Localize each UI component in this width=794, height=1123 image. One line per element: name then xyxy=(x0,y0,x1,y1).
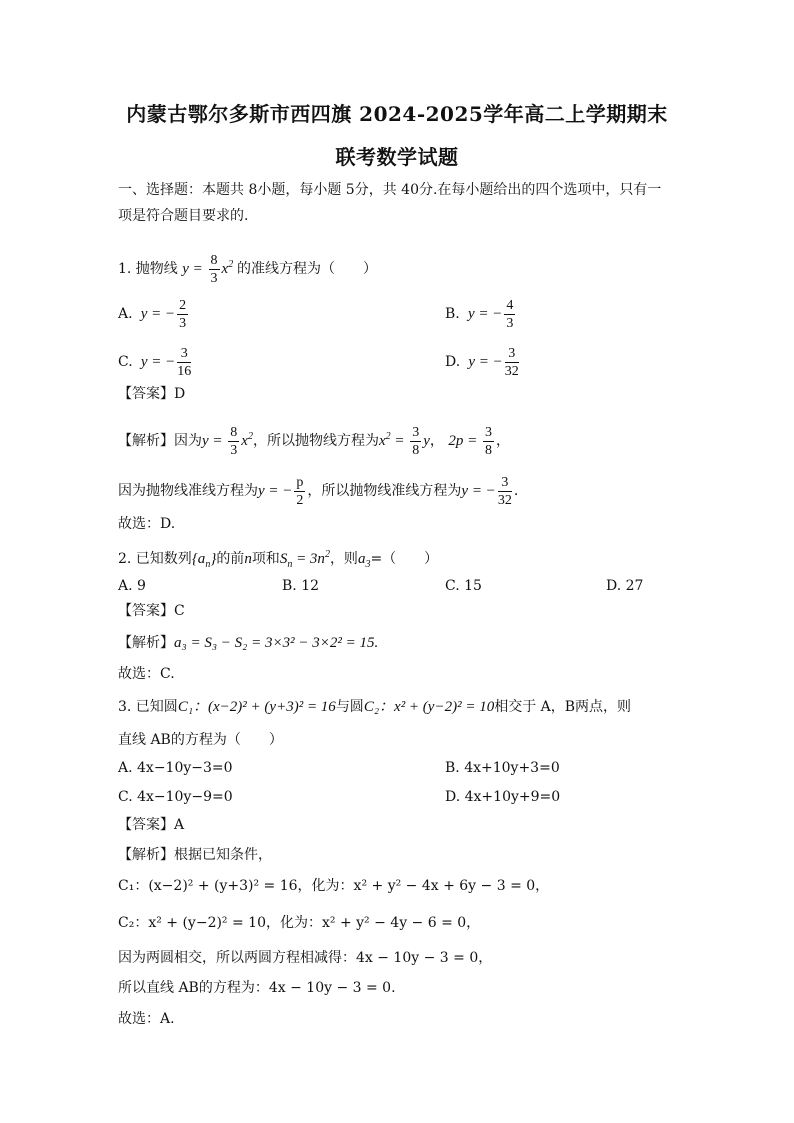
q3-stem-line1: 3. 已知圆C₁：(x−2)² + (y+3)² = 16与圆C₂：x² + (y−2)² = 10相交于 A，B两点，则 xyxy=(118,699,632,715)
q1-option-b: B. y = − $\frac{4}{3}$ xyxy=(445,298,514,331)
q2-option-b: B. 12 xyxy=(282,578,320,594)
q3-option-b: B. 4x+10y+3=0 xyxy=(445,760,560,776)
q1-conclusion: 故选：D. xyxy=(118,516,176,532)
q1-option-d-label: D. xyxy=(445,353,461,370)
q3-option-d: D. 4x+10y+9=0 xyxy=(445,789,561,805)
q1-option-b-label: B. xyxy=(445,305,460,322)
q1-option-c-label: C. xyxy=(118,353,133,370)
q1-option-a: A. y = − $\frac{2}{3}$ xyxy=(118,298,187,331)
q3-analysis-line3: C₂：x² + (y−2)² = 10，化为：x² + y² − 4y − 6 = 0， xyxy=(118,915,481,931)
q3-option-c: C. 4x−10y−9=0 xyxy=(118,789,233,805)
q2-option-a: A. 9 xyxy=(118,578,146,594)
q3-answer: 【答案】A xyxy=(118,817,185,833)
q2-option-d: D. 27 xyxy=(606,578,644,594)
q2-option-c: C. 15 xyxy=(445,578,482,594)
q1-stem-equation: y = $\frac{8}{3}$ $x^2$ xyxy=(182,253,234,286)
q2-analysis: 【解析】a₃ = S₃ − S₂ = 3×3² − 3×2² = 15. xyxy=(118,635,379,651)
q3-option-a: A. 4x−10y−3=0 xyxy=(118,760,233,776)
q2-answer: 【答案】C xyxy=(118,603,185,619)
document-title-line1: 内蒙古鄂尔多斯市西四旗 2024-2025学年高二上学期期末 xyxy=(126,102,668,126)
q1-option-d: D. y = − $\frac{3}{32}$ xyxy=(445,346,519,379)
q3-analysis-line1: 【解析】根据已知条件， xyxy=(118,847,272,863)
q3-analysis-line4: 因为两圆相交，所以两圆方程相减得：4x − 10y − 3 = 0， xyxy=(118,950,493,966)
q2-conclusion: 故选：C. xyxy=(118,666,175,682)
q3-analysis-line2: C₁：(x−2)² + (y+3)² = 16，化为：x² + y² − 4x + 6y − 3 = 0， xyxy=(118,878,550,894)
q3-analysis-line5: 所以直线 AB的方程为：4x − 10y − 3 = 0. xyxy=(118,980,396,996)
q3-stem-line2: 直线 AB的方程为（ ） xyxy=(118,732,283,748)
q1-option-a-label: A. xyxy=(118,305,133,322)
q1-stem-suffix: 的准线方程为（ ） xyxy=(236,260,377,277)
document-title-line2: 联考数学试题 xyxy=(335,145,459,169)
section-heading-line1: 一、选择题：本题共 8小题，每小题 5分，共 40分.在每小题给出的四个选项中，只有一 xyxy=(118,182,662,198)
q1-stem xyxy=(118,252,377,287)
q1-analysis-line1: 【解析】因为y = $\frac{8}{3}$ $x^2$，所以抛物线方程为$x^2$ = $\frac{3}{8}$ y， 2p = $\frac{3}{8}$ ， xyxy=(118,425,510,458)
q1-option-c: C. y = − $\frac{3}{16}$ xyxy=(118,346,192,379)
q1-answer: 【答案】D xyxy=(118,386,186,402)
q3-conclusion: 故选：A. xyxy=(118,1011,175,1027)
section-heading-line2: 项是符合题目要求的. xyxy=(118,208,249,224)
q1-stem-prefix: 1. 抛物线 xyxy=(118,260,178,277)
q2-stem: 2. 已知数列$\{a_n\}$的前n项和$S_n = 3n^2$，则$a_3=$（ ） xyxy=(118,549,439,570)
q1-analysis-line2: 因为抛物线准线方程为y = − $\frac{p}{2}$ ，所以抛物线准线方程为y = − $\frac{3}{32}$ . xyxy=(118,475,519,508)
